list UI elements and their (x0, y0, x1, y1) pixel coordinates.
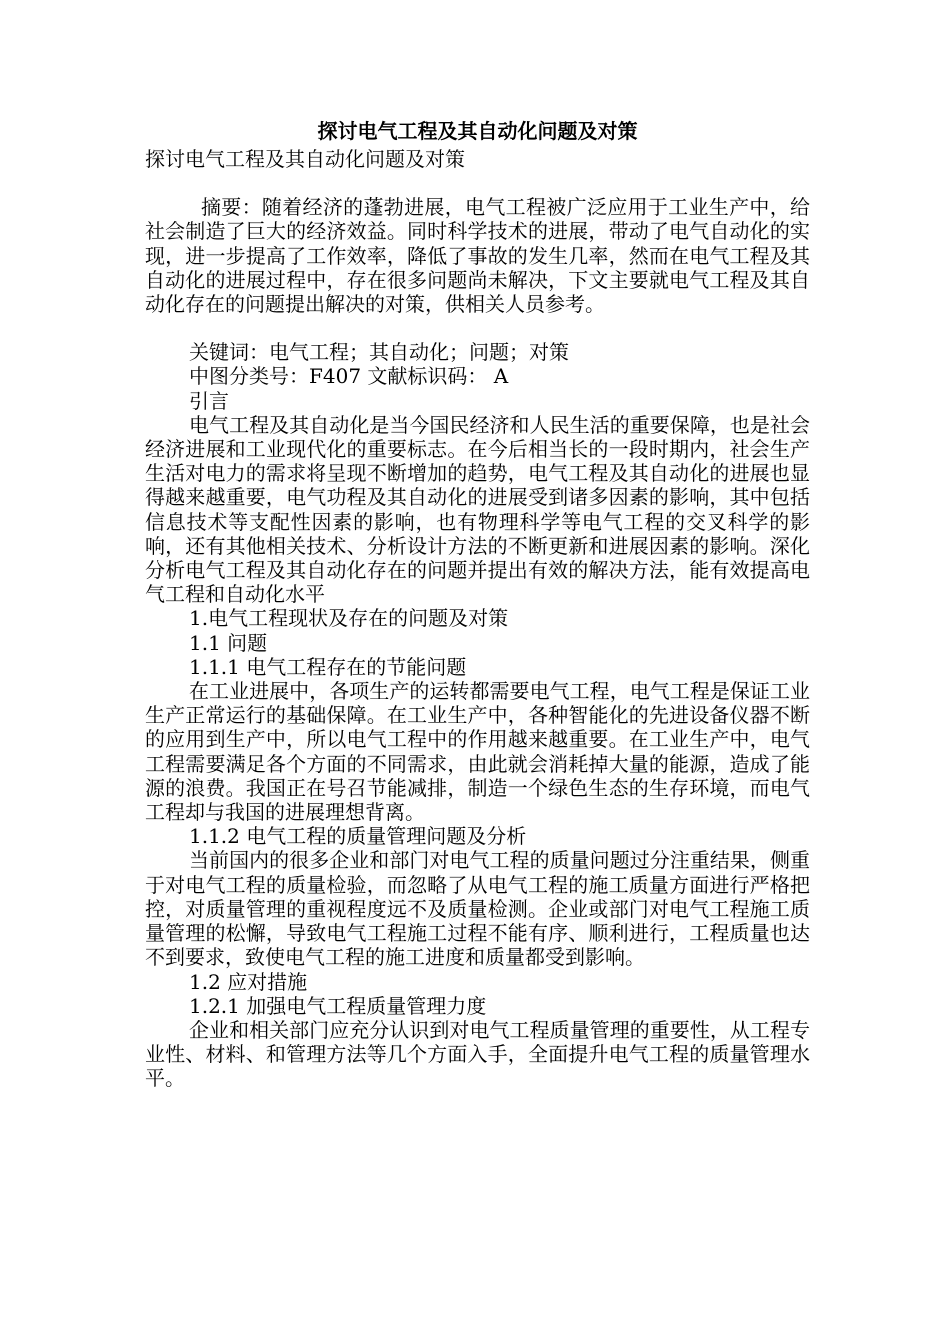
section-heading-1-1-1: 1.1.1 电气工程存在的节能问题 (189, 654, 467, 679)
section-heading-1-2-1: 1.2.1 加强电气工程质量管理力度 (189, 993, 487, 1018)
abstract-paragraph: 摘要：随着经济的蓬勃进展，电气工程被广泛应用于工业生产中，给社会制造了巨大的经济效益。同时科学技术的进展，带动了电气自动化的实现，进一步提高了工作效率，降低了事故的发生几率，然而在电气工程及其自动化的进展过程中，存在很多问题尚未解决，下文主要就电气工程及其自动化存在的问题提出解决的对策，供相关人员参考。 (145, 195, 810, 317)
keywords-line: 关键词：电气工程；其自动化；问题；对策 (189, 340, 569, 365)
paragraph-1-2-1: 企业和相关部门应充分认识到对电气工程质量管理的重要性，从工程专业性、材料、和管理方法等几个方面入手，全面提升电气工程的质量管理水平。 (145, 1017, 810, 1091)
section-heading-1-1: 1.1 问题 (189, 630, 268, 655)
paragraph-1-1-1: 在工业进展中，各项生产的运转都需要电气工程，电气工程是保证工业生产正常运行的基础保障。在工业生产中，各种智能化的先进设备仪器不断的应用到生产中，所以电气工程中的作用越来越重要。在工业生产中，电气工程需要满足各个方面的不同需求，由此就会消耗掉大量的能源，造成了能源的浪费。我国正在号召节能减排，制造一个绿色生态的生存环境，而电气工程却与我国的进展理想背离。 (145, 679, 810, 825)
document-title: 探讨电气工程及其自动化问题及对策 (317, 119, 638, 143)
document-subtitle: 探讨电气工程及其自动化问题及对策 (145, 147, 465, 171)
intro-heading: 引言 (189, 388, 229, 413)
section-heading-1-1-2: 1.1.2 电气工程的质量管理问题及分析 (189, 824, 527, 849)
section-heading-1-2: 1.2 应对措施 (189, 969, 308, 994)
blank-line (145, 316, 810, 340)
blank-line (145, 171, 810, 195)
section-heading-1: 1.电气工程现状及存在的问题及对策 (189, 606, 509, 631)
paragraph-1-1-2: 当前国内的很多企业和部门对电气工程的质量问题过分注重结果，侧重于对电气工程的质量检验，而忽略了从电气工程的施工质量方面进行严格把控，对质量管理的重视程度远不及质量检测。企业或部门对电气工程施工质量管理的松懈，导致电气工程施工过程不能有序、顺利进行，工程质量也达不到要求，致使电气工程的施工进度和质量都受到影响。 (145, 848, 810, 970)
document-page (145, 118, 810, 1091)
intro-paragraph: 电气工程及其自动化是当今国民经济和人民生活的重要保障，也是社会经济进展和工业现代化的重要标志。在今后相当长的一段时期内，社会生产生活对电力的需求将呈现不断增加的趋势，电气工程及其自动化的进展也显得越来越重要，电气功程及其自动化的进展受到诸多因素的影响，其中包括信息技术等支配性因素的影响，也有物理科学等电气工程的交叉科学的影响，还有其他相关技术、分析设计方法的不断更新和进展因素的影响。深化分析电气工程及其自动化存在的问题并提出有效的解决方法，能有效提高电气工程和自动化水平 (145, 412, 810, 607)
classification-line: 中图分类号：F407 文献标识码： A (189, 364, 509, 389)
